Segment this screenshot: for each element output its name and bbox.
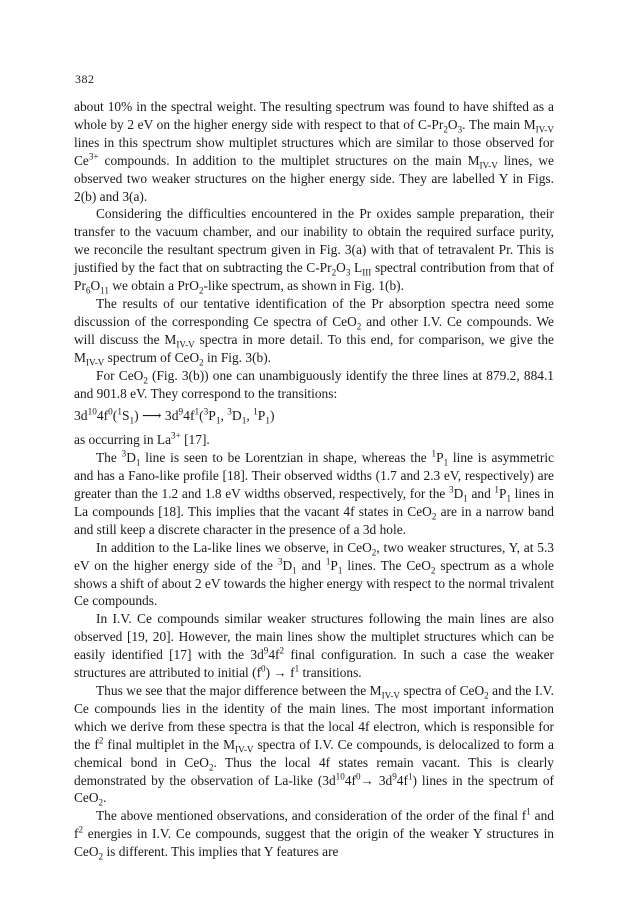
paragraph: The $^3D_1$ line is seen to be Lorentzian in shape, whereas the $^1P_1$ line is asymmetric and has a Fano-like profile [18]. Their observed widths (1.7 and 2.3 eV, respectively) are greater than the 1.2 and 1.8 eV widths observed, respectively, for the $^3D_1$ and $^1P_1$ lines in La compounds [18]. This implies that the vacant 4f states in CeO$_2$ are in a narrow band and still keep a discrete character in the presence of a 3d hole. (74, 448, 554, 537)
paragraph: about 10% in the spectral weight. The resulting spectrum was found to have shifted as a whole by 2 eV on the higher energy side with respect to that of $C-Pr_2O_3$. The main $M_{IV-V}$ lines in this spectrum show multiplet structures which are similar to those observed for $Ce^{3+}$ compounds. In addition to the multiplet structures on the main $M_{IV-V}$ lines, we observed two weaker structures on the higher energy side. They are labelled Y in Figs. 2(b) and 3(a). (74, 99, 554, 204)
paragraph: In addition to the La-like lines we observe, in CeO$_2$, two weaker structures, Y, at 5.3 eV on the higher energy side of the $^3D_1$ and $^1P_1$ lines. The CeO$_2$ spectrum as a whole shows a shift of about 2 eV towards the higher energy with respect to the normal trivalent Ce compounds. (74, 539, 554, 609)
paragraph: In I.V. Ce compounds similar weaker structures following the main lines are also observed [19, 20]. However, the main lines show the multiplet structures which can be easily identified [17] with the $3d^94f^2$ final configuration. In such a case the weaker structures are attributed to initial $(f^0) \to f^1$ transitions. (74, 611, 554, 681)
paragraph: as occurring in $La^{3+}$ [17]. (74, 430, 210, 448)
paragraph: Considering the difficulties encountered in the Pr oxides sample preparation, their transfer to the vacuum chamber, and our inability to obtain the required surface purity, we reconcile the resultant spectrum given in Fig. 3(a) with that of tetravalent Pr. This is justified by the fact that on subtracting the $C-Pr_2O_3$ $L_{III}$ spectral contribution from that of $Pr_6O_{11}$ we obtain a PrO$_2$-like spectrum, as shown in Fig. 1(b). (74, 206, 554, 296)
page-number: 382 (75, 72, 95, 86)
paragraph: The results of our tentative identification of the Pr absorption spectra need some discussion of the corresponding Ce spectra of CeO$_2$ and other I.V. Ce compounds. We will discuss the $M_{IV-V}$ spectra in more detail. To this end, for comparison, we give the $M_{IV-V}$ spectrum of CeO$_2$ in Fig. 3(b). (74, 295, 555, 368)
paragraph: For CeO$_2$ (Fig. 3(b)) one can unambiguously identify the three lines at 879.2, 884.1 and 901.8 eV. They correspond to the transitions: (74, 367, 554, 401)
paragraph: The above mentioned observations, and consideration of the order of the final $f^1$ and $f^2$ energies in I.V. Ce compounds, suggest that the origin of the weaker Y structures in CeO$_2$ is different. This implies that Y features are (74, 806, 554, 862)
paragraph: Thus we see that the major difference between the $M_{IV-V}$ spectra of CeO$_2$ and the I.V. Ce compounds lies in the identity of the main lines. The most important information which we derive from these spectra is that the local 4f electron, which is responsible for the $f^2$ final multiplet in the $M_{IV-V}$ spectra of I.V. Ce compounds, is delocalized to form a chemical bond in CeO$_2$. Thus the local 4f states remain vacant. This is clearly demonstrated by the observation of La-like $(3d^{10}4f^0\to 3d^94f^1)$ lines in the spectrum of CeO$_2$. (74, 683, 554, 809)
body-text (74, 98, 554, 861)
transition-equation: $3d^{10}4f^0(^1S_1)$ ⟶ $3d^94f^1(^3P_1$, $^3D_1$, $^1P_1$) (74, 406, 275, 427)
